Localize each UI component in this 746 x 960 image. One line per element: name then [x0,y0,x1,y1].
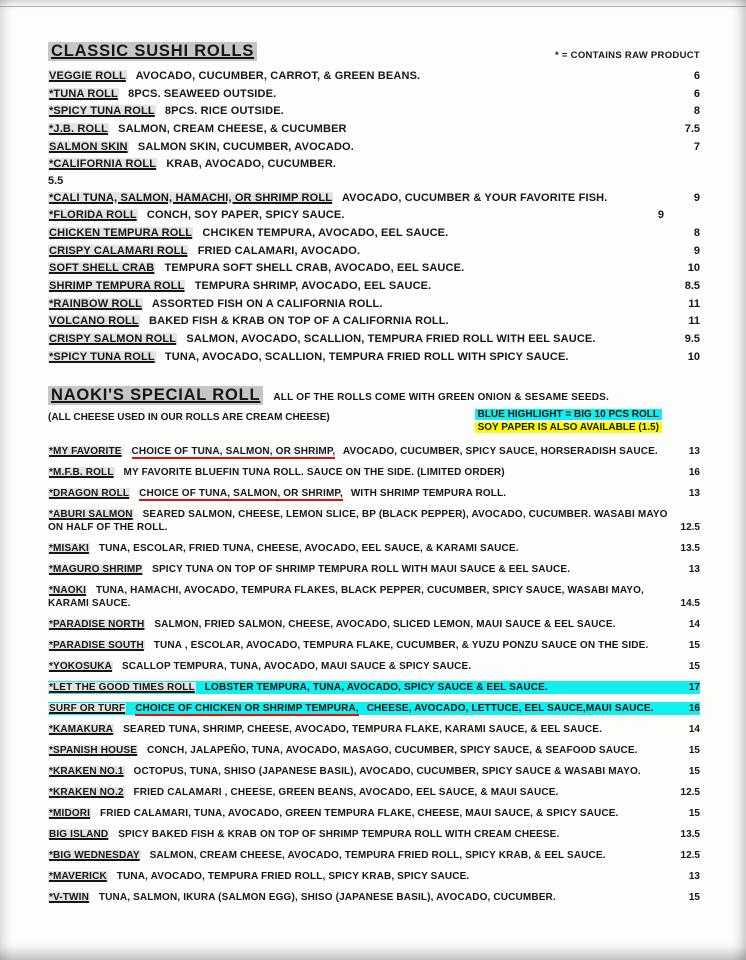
menu-item [48,542,700,555]
menu-item-text [48,88,682,101]
menu-item-description: SALMON, AVOCADO, SCALLION, TEMPURA FRIED ROLL WITH EEL SAUCE. [186,333,596,346]
menu-item-price: 15 [688,745,700,756]
menu-item [48,660,700,673]
classic-items-list [48,70,700,364]
menu-item-description: CHEESE, AVOCADO, LETTUCE, EEL SAUCE,MAUI SAUCE. [366,703,654,714]
menu-item-price: 13 [688,871,700,882]
menu-item-text [48,70,682,83]
menu-item-text [48,744,677,757]
menu-item-price: 13 [688,488,700,499]
menu-item-name: *LET THE GOOD TIMES ROLL [49,682,195,693]
menu-item [48,123,700,136]
menu-item-name: *PARADISE NORTH [49,619,145,630]
menu-item-price: 9.5 [684,333,700,346]
menu-item-price: 9 [693,244,700,257]
menu-item-name: *FLORIDA ROLL [49,209,137,222]
menu-item-name: *SPANISH HOUSE [49,745,138,756]
menu-item-text [48,702,677,715]
menu-item [48,298,700,311]
menu-item-text [48,584,669,610]
menu-item-description: TUNA, AVOCADO, TEMPURA FRIED ROLL, SPICY KRAB, SPICY SAUCE. [116,871,470,882]
menu-item-description: TUNA, SALMON, IKURA (SALMON EGG), SHISO (JAPANESE BASIL), AVOCADO, CUCUMBER. [98,892,556,903]
menu-item-description: TEMPURA SHRIMP, AVOCADO, EEL SAUCE. [194,280,432,293]
menu-item-name: *NAOKI [49,585,87,596]
menu-item-price: 10 [687,262,700,275]
special-section-header [48,386,700,405]
menu-item-description: KRAB, AVOCADO, CUCUMBER. [166,158,337,171]
menu-item-name: *DRAGON ROLL [49,488,130,499]
menu-item-price: 13.5 [680,543,700,554]
highlight-legend [475,409,662,433]
menu-item-name: *KAMAKURA [49,724,114,735]
menu-item [48,315,700,328]
menu-item-red-underlined-text: CHOICE OF TUNA, SALMON, OR SHRIMP, [131,446,336,457]
menu-item [48,828,700,841]
menu-item-name: *ABURI SALMON [49,509,133,520]
menu-item-text [48,227,682,240]
menu-item-description: SEARED TUNA, SHRIMP, CHEESE, AVOCADO, TEMPURA FLAKE, KARAMI SAUCE, & EEL SAUCE. [123,724,602,735]
menu-item-name: *BIG WEDNESDAY [49,850,140,861]
menu-item-description: SEARED SALMON, CHEESE, LEMON SLICE, BP (BLACK PEPPER), AVOCADO, CUCUMBER. WASABI MAYO ON HALF OF THE ROLL. [48,509,668,533]
menu-item-red-underlined-text: CHOICE OF TUNA, SALMON, OR SHRIMP, [139,488,343,499]
special-section-notes [48,409,700,433]
special-section-subtitle: ALL OF THE ROLLS COME WITH GREEN ONION & SESAME SEEDS. [273,392,610,403]
menu-item-price: 12.5 [680,522,700,533]
menu-item-text [48,351,676,364]
menu-item-name: *PARADISE SOUTH [49,640,144,651]
menu-item-price: 11 [688,315,700,328]
menu-item-name: *RAINBOW ROLL [49,297,142,310]
menu-item-description: FRIED CALAMARI , CHEESE, GREEN BEANS, AVOCADO, EEL SAUCE, & MAUI SAUCE. [133,787,559,798]
menu-item [48,88,700,101]
menu-item-text [48,105,682,118]
soy-paper-note: SOY PAPER IS ALSO AVAILABLE (1.5) [475,422,662,433]
menu-item-name: CRISPY SALMON ROLL [49,333,177,346]
menu-item-text [48,681,677,694]
menu-item-name: *YOKOSUKA [49,661,113,672]
menu-item [48,639,700,652]
menu-item-text [48,786,669,799]
cream-cheese-note: (ALL CHEESE USED IN OUR ROLLS ARE CREAM CHEESE) [48,412,330,423]
menu-item [48,245,700,258]
menu-item-text [48,723,677,736]
menu-item-text [48,245,682,258]
menu-item-description: SPICY BAKED FISH & KRAB ON TOP OF SHRIMP TEMPURA ROLL WITH CREAM CHEESE. [118,829,560,840]
menu-item [48,702,700,715]
menu-item-description: TUNA, ESCOLAR, FRIED TUNA, CHEESE, AVOCADO, EEL SAUCE, & KARAMI SAUCE. [98,543,519,554]
menu-item-name: CRISPY CALAMARI ROLL [49,244,188,257]
menu-item-price: 9 [693,191,700,204]
menu-item [48,618,700,631]
menu-item [48,563,700,576]
menu-item-text [48,466,677,479]
raw-product-note: * = CONTAINS RAW PRODUCT [554,50,700,61]
menu-item-price: 8.5 [684,280,700,293]
menu-item-description: SALMON, FRIED SALMON, CHEESE, AVOCADO, SLICED LEMON, MAUI SAUCE & EEL SAUCE. [154,619,616,630]
menu-item [48,681,700,694]
classic-section-header [48,42,700,61]
menu-item-price: 5.5 [48,175,64,188]
menu-item-text [48,765,677,778]
menu-item-price: 13 [688,564,700,575]
menu-item-name: *SPICY TUNA ROLL [49,350,155,363]
menu-item-name: *CALI TUNA, SALMON, HAMACHI, OR SHRIMP ROLL [49,191,333,204]
menu-item-name: VEGGIE ROLL [49,70,126,82]
menu-item-text [48,123,673,136]
menu-item-description: 8PCS. RICE OUTSIDE. [164,105,284,118]
menu-item [48,333,700,346]
menu-item-red-underlined-text: CHOICE OF CHICKEN OR SHRIMP TEMPURA, [135,703,359,714]
menu-item-text [48,262,676,275]
menu-item [48,70,700,83]
menu-item-price: 15 [688,766,700,777]
menu-item-description: CONCH, JALAPEÑO, TUNA, AVOCADO, MASAGO, CUCUMBER, SPICY SAUCE, & SEAFOOD SAUCE. [146,745,638,756]
menu-item-description: AVOCADO, CUCUMBER & YOUR FAVORITE FISH. [341,191,608,204]
menu-item-text [48,192,682,205]
menu-item-name: SURF OR TURF [49,703,126,714]
menu-item-name: *KRAKEN NO.1 [49,766,124,777]
menu-item-description: TUNA, AVOCADO, SCALLION, TEMPURA FRIED ROLL WITH SPICY SAUCE. [164,350,569,363]
menu-item-text [48,870,677,883]
menu-item-price: 12.5 [680,787,700,798]
menu-item-text [48,849,669,862]
menu-item-description: SCALLOP TEMPURA, TUNA, AVOCADO, MAUI SAUCE & SPICY SAUCE. [121,661,472,672]
menu-item-name: BIG ISLAND [49,829,109,840]
menu-item [48,192,700,205]
menu-item-price: 14.5 [680,598,700,609]
menu-item-name: *SPICY TUNA ROLL [49,105,155,118]
menu-item [48,744,700,757]
menu-item [48,870,700,883]
menu-item-price: 8 [693,227,700,239]
menu-item-price: 11 [688,297,700,310]
menu-item-description: BAKED FISH & KRAB ON TOP OF A CALIFORNIA ROLL. [149,315,449,328]
menu-item-name: *MY FAVORITE [49,446,122,457]
menu-item [48,227,700,240]
menu-item-price: 15 [688,892,700,903]
menu-item-description: FRIED CALAMARI, AVOCADO. [197,244,361,257]
menu-item [48,786,700,799]
menu-item-description: MY FAVORITE BLUEFIN TUNA ROLL. SAUCE ON THE SIDE. (LIMITED ORDER) [123,467,505,478]
menu-item-text [48,280,673,293]
menu-item-text [48,563,677,576]
menu-item-price: 9 [657,209,664,222]
menu-item-description: CHCIKEN TEMPURA, AVOCADO, EEL SAUCE. [202,227,449,239]
menu-item [48,445,700,458]
menu-item [48,508,700,534]
menu-item-description: SALMON, CREAM CHEESE, AVOCADO, TEMPURA FRIED ROLL, SPICY KRAB, & EEL SAUCE. [149,850,606,861]
menu-item-text [48,487,677,500]
menu-item-text [48,828,669,841]
menu-item-text [48,508,669,534]
menu-item [48,765,700,778]
menu-item-name: *MISAKI [49,543,89,554]
menu-item-price: 16 [688,703,700,714]
menu-item-text [48,618,677,631]
menu-item-text [48,158,700,171]
menu-item-description: SPICY TUNA ON TOP OF SHRIMP TEMPURA ROLL WITH MAUI SAUCE & EEL SAUCE. [152,564,571,575]
menu-item-price: 15 [688,661,700,672]
menu-item [48,891,700,904]
menu-item-description: TUNA , ESCOLAR, AVOCADO, TEMPURA FLAKE, CUCUMBER, & YUZU PONZU SAUCE ON THE SIDE. [153,640,649,651]
menu-item-text [48,333,673,346]
menu-item-description: ASSORTED FISH ON A CALIFORNIA ROLL. [151,297,383,310]
menu-item-price: 15 [688,808,700,819]
menu-item [48,584,700,610]
menu-item [48,351,700,364]
menu-item-text [48,891,677,904]
menu-item-name: *MAGURO SHRIMP [49,564,143,575]
menu-item-name: SOFT SHELL CRAB [49,262,155,275]
menu-item-name: *CALIFORNIA ROLL [49,158,157,171]
menu-item-name: *MAVERICK [49,871,107,882]
menu-item [48,280,700,293]
menu-item [48,158,700,171]
menu-item-description: LOBSTER TEMPURA, TUNA, AVOCADO, SPICY SAUCE & EEL SAUCE. [204,682,548,693]
menu-item-price: 6 [693,87,700,100]
menu-item-description: SALMON, CREAM CHEESE, & CUCUMBER [118,123,347,136]
menu-item [48,807,700,820]
menu-item-price: 13 [688,446,700,457]
menu-item-description: TEMPURA SOFT SHELL CRAB, AVOCADO, EEL SAUCE. [164,262,465,275]
menu-item-price: 12.5 [680,850,700,861]
menu-item [48,723,700,736]
menu-item [48,141,700,154]
menu-item [48,466,700,479]
menu-item-description: AVOCADO, CUCUMBER, SPICY SAUCE, HORSERADISH SAUCE. [342,446,658,457]
menu-item-name: *V-TWIN [49,892,89,903]
menu-item-name: SALMON SKIN [49,140,128,153]
menu-item-name: *TUNA ROLL [49,87,118,100]
menu-item-price: 14 [688,619,700,630]
special-section-title: NAOKI'S SPECIAL ROLL [48,386,263,405]
menu-item-name: *MIDORI [49,808,91,819]
menu-item-text [48,542,669,555]
menu-item-description: OCTOPUS, TUNA, SHISO (JAPANESE BASIL), AVOCADO, CUCUMBER, SPICY SAUCE & WASABI MAYO. [133,766,641,777]
menu-item-price: 13.5 [680,829,700,840]
menu-item-price: 7 [693,140,700,153]
menu-item-description: FRIED CALAMARI, TUNA, AVOCADO, GREEN TEMPURA FLAKE, CHEESE, MAUI SAUCE, & SPICY SAUCE. [100,808,619,819]
menu-item-description: 8PCS. SEAWEED OUTSIDE. [128,87,277,100]
menu-item-description: TUNA, HAMACHI, AVOCADO, TEMPURA FLAKES, BLACK PEPPER, CUCUMBER, SPICY SAUCE, WASABI MAYO, KARAMI SAUCE. [48,585,644,609]
menu-item-price: 8 [693,105,700,118]
menu-item-text [48,807,677,820]
menu-item [48,487,700,500]
menu-item-price: 14 [688,724,700,735]
menu-item [48,105,700,118]
menu-item-description: AVOCADO, CUCUMBER, CARROT, & GREEN BEANS. [135,70,421,82]
menu-item-text [48,315,676,328]
menu-item-description: SALMON SKIN, CUCUMBER, AVOCADO. [137,140,354,153]
menu-item-text [48,639,677,652]
menu-item-text [48,209,646,222]
menu-item [48,262,700,275]
menu-item-text [48,298,676,311]
menu-item-text [48,445,677,458]
menu-item-price: 6 [693,70,700,82]
classic-section-title: CLASSIC SUSHI ROLLS [48,42,257,61]
menu-item-description: CONCH, SOY PAPER, SPICY SAUCE. [146,209,345,222]
blue-highlight-note: BLUE HIGHLIGHT = BIG 10 PCS ROLL [475,409,662,420]
menu-item-text [48,141,682,154]
menu-item-name: SHRIMP TEMPURA ROLL [49,280,185,293]
menu-item [48,849,700,862]
menu-item-name: *KRAKEN NO.2 [49,787,124,798]
menu-item-price: 17 [688,682,700,693]
menu-item-price: 10 [687,350,700,363]
menu-item-description: WITH SHRIMP TEMPURA ROLL. [350,488,507,499]
menu-item-price: 15 [688,640,700,651]
menu-item-name: CHICKEN TEMPURA ROLL [49,227,193,239]
menu-item [48,209,700,222]
menu-item-name: *J.B. ROLL [49,123,108,136]
menu-item-price: 7.5 [684,123,700,136]
special-items-list [48,445,700,904]
menu-item-text [48,660,677,673]
menu-item-name: VOLCANO ROLL [49,315,139,328]
menu-item-price: 16 [688,467,700,478]
menu-item-name: *M.F.B. ROLL [49,467,114,478]
